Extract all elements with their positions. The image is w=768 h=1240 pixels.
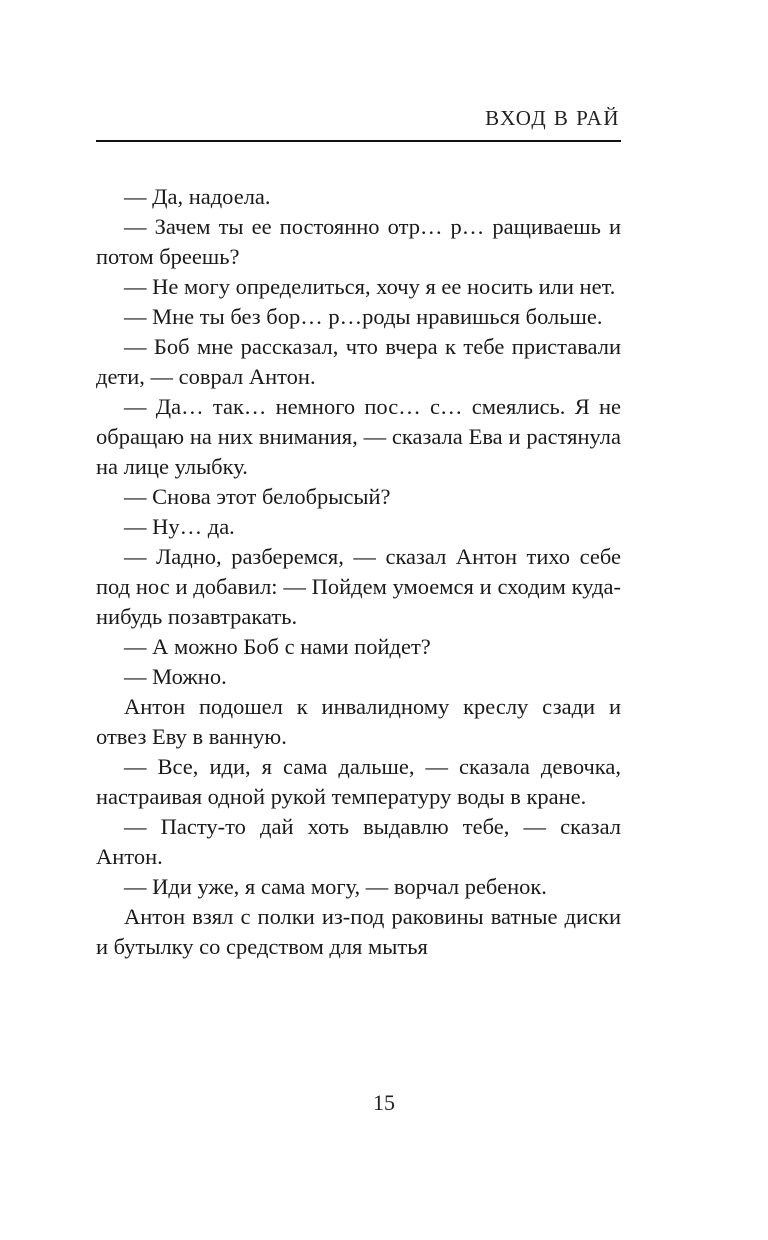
paragraph: — Иди уже, я сама могу, — ворчал ребенок. (124, 874, 547, 899)
paragraph: — Ладно, разберемся, — сказал Антон тихо себе под нос и добавил: — Пойдем умоемся и сходим куда-нибудь позавтракать. (96, 544, 621, 629)
paragraph: — А можно Боб с нами пойдет? (124, 634, 431, 659)
paragraph: — Пасту-то дай хоть выдавлю тебе, — сказал Антон. (96, 814, 621, 869)
paragraph: — Не могу определиться, хочу я ее носить или нет. (124, 274, 616, 299)
paragraph: — Боб мне рассказал, что вчера к тебе приставали дети, — соврал Антон. (96, 334, 621, 389)
paragraph: — Можно. (124, 664, 227, 689)
paragraph: Антон подошел к инвалидному креслу сзади и отвез Еву в ванную. (96, 694, 621, 749)
paragraph: — Да, надоела. (124, 184, 271, 209)
paragraph: Антон взял с полки из-под раковины ватные диски и бутылку со средством для мытья (96, 904, 621, 959)
paragraph: — Зачем ты ее постоянно отр… р… ращиваешь и потом бреешь? (96, 214, 621, 269)
paragraph: — Ну… да. (124, 514, 235, 539)
paragraph: — Мне ты без бор… р…роды нравишься больше. (124, 304, 603, 329)
header-rule (96, 140, 621, 142)
running-head: ВХОД В РАЙ (485, 106, 620, 130)
page-number: 15 (373, 1090, 395, 1115)
body-text (96, 182, 621, 962)
paragraph: — Все, иди, я сама дальше, — сказала девочка, настраивая одной рукой температуру воды в кране. (96, 754, 621, 809)
paragraph: — Да… так… немного пос… с… смеялись. Я не обращаю на них внимания, — сказала Ева и растянула на лице улыбку. (96, 394, 621, 479)
paragraph: — Снова этот белобрысый? (124, 484, 391, 509)
